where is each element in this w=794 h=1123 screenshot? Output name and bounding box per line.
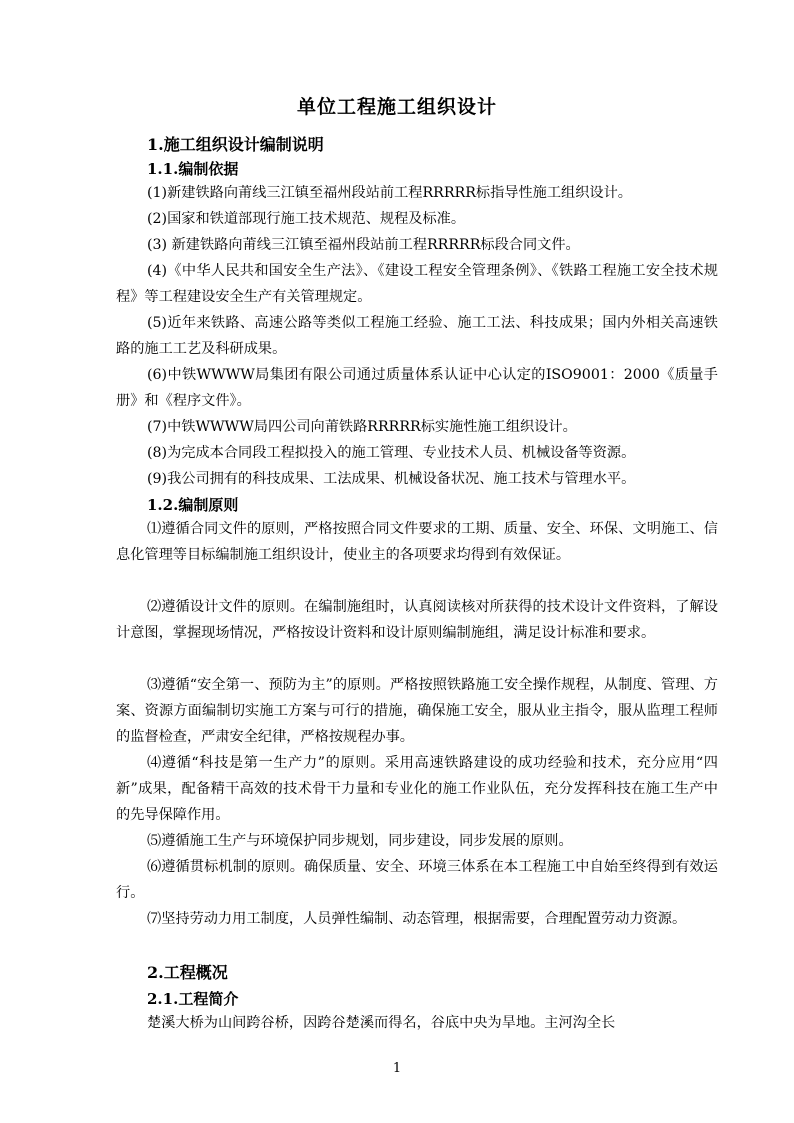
- principle-item-7: ⑺坚持劳动力用工制度，人员弹性编制、动态管理，根据需要，合理配置劳动力资源。: [147, 911, 687, 927]
- principle-item-5: ⑸遵循施工生产与环境保护同步规划，同步建设，同步发展的原则。: [147, 833, 573, 849]
- page-number: 1: [392, 1061, 402, 1076]
- basis-item-8: (8)为完成本合同段工程拟投入的施工管理、专业技术人员、机械设备等资源。: [147, 445, 636, 461]
- subsection-heading-2-1: 2.1.工程简介: [147, 990, 239, 1008]
- subsection-heading-1-2: 1.2.编制原则: [147, 496, 239, 514]
- section-heading-2: 2.工程概况: [147, 963, 228, 982]
- principle-item-2: ⑵遵循设计文件的原则。在编制施组时，认真阅读核对所获得的技术设计文件资料，了解设计意图，掌握现场情况，严格按设计资料和设计原则编制施组，满足设计标准和要求。: [116, 599, 718, 641]
- basis-item-4: (4)《中华人民共和国安全生产法》、《建设工程安全管理条例》、《铁路工程施工安全技术规程》等工程建设安全生产有关管理规定。: [116, 263, 718, 305]
- section-heading-1: 1.施工组织设计编制说明: [147, 135, 324, 154]
- principle-item-3: ⑶遵循“安全第一、预防为主”的原则。严格按照铁路施工安全操作规程，从制度、管理、方案、资源方面编制切实施工方案与可行的措施，确保施工安全，服从业主指令，服从监理工程师的监督检查，严肃安全纪律，严格按规程办事。: [116, 677, 718, 745]
- page-title: 单位工程施工组织设计: [296, 96, 497, 118]
- basis-item-7: (7)中铁WWWW局四公司向莆铁路RRRRR标实施性施工组织设计。: [147, 419, 577, 435]
- principle-item-6: ⑹遵循贯标机制的原则。确保质量、安全、环境三体系在本工程施工中自始至终得到有效运行。: [116, 859, 718, 901]
- basis-item-9: (9)我公司拥有的科技成果、工法成果、机械设备状况、施工技术与管理水平。: [147, 471, 636, 487]
- principle-item-1: ⑴遵循合同文件的原则，严格按照合同文件要求的工期、质量、安全、环保、文明施工、信息化管理等目标编制施工组织设计，使业主的各项要求均得到有效保证。: [116, 521, 718, 563]
- subsection-heading-1-1: 1.1.编制依据: [147, 160, 239, 178]
- basis-item-6: (6)中铁WWWW局集团有限公司通过质量体系认证中心认定的ISO9001：2000《质量手册》和《程序文件》。: [116, 367, 718, 409]
- principle-item-4: ⑷遵循“科技是第一生产力”的原则。采用高速铁路建设的成功经验和技术，充分应用“四新”成果，配备精干高效的技术骨干力量和专业化的施工作业队伍，充分发挥科技在施工生产中的先导保障作用。: [116, 755, 718, 823]
- basis-item-3: (3) 新建铁路向莆线三江镇至福州段站前工程RRRRR标段合同文件。: [147, 237, 580, 253]
- basis-item-5: (5)近年来铁路、高速公路等类似工程施工经验、施工工法、科技成果；国内外相关高速铁路的施工工艺及科研成果。: [116, 315, 718, 357]
- overview-paragraph: 楚溪大桥为山间跨谷桥，因跨谷楚溪而得名，谷底中央为旱地。主河沟全长: [147, 1015, 616, 1031]
- basis-item-2: (2)国家和铁道部现行施工技术规范、规程及标准。: [147, 211, 466, 227]
- basis-item-1: (1)新建铁路向莆线三江镇至福州段站前工程RRRRR标指导性施工组织设计。: [147, 185, 632, 201]
